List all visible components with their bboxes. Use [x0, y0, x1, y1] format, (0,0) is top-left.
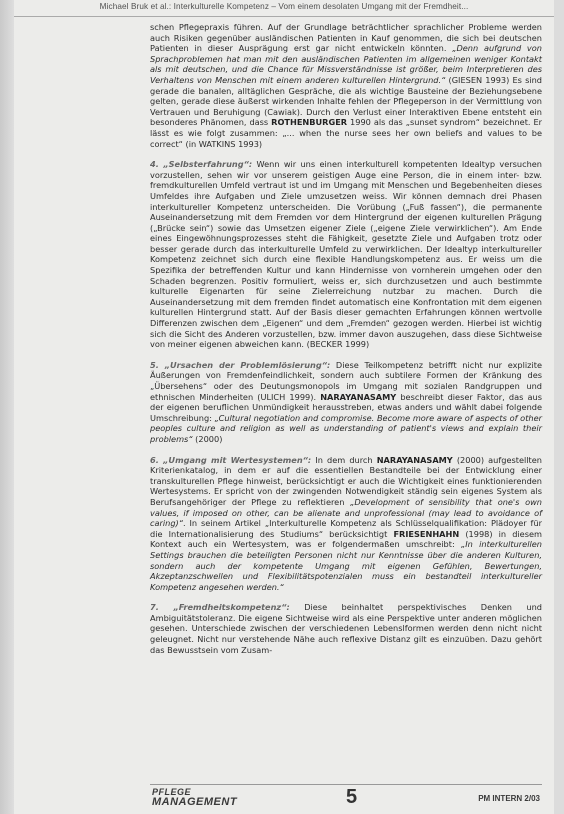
author-name: NARAYANASAMY: [376, 454, 453, 465]
scan-edge: [0, 0, 14, 814]
paragraph-selbsterfahrung: 4. „Selbsterfahrung“: Wenn wir uns einen interkulturell kompetenten Idealtyp versuchen vorzustellen, sehen wir vor unserem geistigen Auge eine Person, die in einem inter- bzw. fremdkulturellen Umfeld vertraut ist und im Umgang mit Menschen und Begebenheiten dieses Umfeldes ihre Aufgaben und Ziele umzusetzen weiss. Wir können demnach drei Phasen interkultureller Kompetenz unterscheiden. Die Vorübung („Fuß fassen“), die permanente Auseinandersetzung mit dem Fremden vor dem Hintergrund der eigenen kulturellen Prägung („Brücke sein“) sowie das Umsetzen eigener Ziele („eigene Ziele verwirklichen“). Am Ende eines Eingewöhnungsprozesses steht die Fähigkeit, gesetzte Ziele und Aufgaben trotz oder besser gerade durch das interkulturelle Umfeld zu verwirklichen. Der Idealtyp interkultureller Kompetenz zeichnet sich durch eine flexible Handlungskompetenz aus. Er weiss um die Spezifika der betreffenden Kultur und kann Hindernisse von vornherein umgehen oder den Schaden begrenzen. Positiv formuliert, weiss er, sich durchzusetzen und auch bestimmte kulturelle Eigenarten für seine Zielerreichung nutzbar zu machen. Durch die Auseinandersetzung mit dem fremden findet automatisch eine Konfrontation mit dem eigenen kulturellen Hintergrund statt. Auf der Basis dieser gemachten Erfahrungen können wertvolle Differenzen zwischen dem „Eigenen“ und dem „Fremden“ gezogen werden. Hierbei ist wichtig sich die Sicht des Anderen vorzustellen, bzw. immer davon auszugehen, dass diese Sichtweise von meiner eigenen abweichen kann. (BECKER 1999): [150, 159, 542, 350]
footer-rule: [150, 784, 542, 785]
quote: „In interkulturellen Settings brauchen die beteiligten Personen nicht nur Kenntnisse über die anderen Kulturen, sondern auch der kompetente Umgang mit eigenen Gefühlen, Bewertungen, Akzeptanzschwellen und Flexibilitätspotenzialen muss ein bestandteil interkultureller Kompetenz angesehen werden.“: [150, 539, 542, 592]
section-heading: 6. „Umgang mit Wertesystemen“:: [150, 454, 312, 465]
running-header: Michael Bruk et al.: Interkulturelle Kompetenz – Vom einem desolaten Umgang mit der Fremdheit...: [14, 2, 554, 17]
page-number: 5: [346, 786, 358, 808]
section-heading: 4. „Selbsterfahrung“:: [150, 159, 253, 170]
author-name: FRIESENHAHN: [393, 528, 460, 539]
author-name: ROTHENBURGER: [271, 117, 348, 128]
section-heading: 5. „Ursachen der Problemlösierung“:: [150, 359, 331, 370]
magazine-logo: PFLEGE MANAGEMENT: [152, 787, 238, 808]
paragraph-fremdheitskompetenz: 7. „Fremdheitskompetenz“: Diese beinhaltet perspektivisches Denken und Ambiguitätstoleranz. Die eigene Sichtweise wird als eine Perspektive unter anderen möglichen gesehen. Unterschiede zwischen der verschiedenen Lebenslformen werden denn nicht nicht geleugnet. Nicht nur verstehende Nähe auch reflexive Distanz gilt es einzuüben. Dazu gehört das Bewusstsein vom Zusam-: [150, 602, 542, 655]
section-heading: 7. „Fremdheitskompetenz“:: [150, 602, 290, 613]
quote: „Development of sensibility that one's own values, if imposed on other, can be alienate and unprofessional (may lead to avoidance of caring)“: [150, 496, 542, 529]
paragraph-intro: schen Pflegepraxis führen. Auf der Grundlage beträchtlicher sprachlicher Probleme werden auch Risiken gegenüber ausländischen Patienten in Kauf genommen, die sich bei deutschen Patienten in dieser Ausprägung erst gar nicht entwickeln könnten. „Denn aufgrund von Sprachproblemen hat man mit den ausländischen Patienten im allgemeinen weniger Kontakt als mit deutschen, und die Chance für Missverständnisse ist größer, beim Interpretieren des Verhaltens von Menschen mit einem anderen kulturellen Hintergrund.“ (GIESEN 1993) Es sind gerade die banalen, alltäglichen Gespräche, die als wichtige Bausteine der Beziehungsebene gelten, gerade diese äußerst wirkenden Inhalte fehlen der Pflegeperson in der Vermittlung von Vertrauen und Beruhigung (Cawiak). Durch den Verlust einer Interaktiven Ebene entsteht ein besonderes Phänomen, dass ROTHENBURGER 1990 als das „sunset syndrom“ bezeichnet. Er lässt es wie folgt zusammen: „... when the nurse sees her own beliefs and values to be correct“ (in WATKINS 1993): [150, 22, 542, 149]
paragraph-wertesysteme: 6. „Umgang mit Wertesystemen“: In dem durch NARAYANASAMY (2000) aufgestellten Kriterienkatalog, in dem er auf die essentiellen Bestandteile bei der Entwicklung einer transkulturellen Pflege hinweist, berücksichtigt er auch die Wichtigkeit eines funktionierenden Wertesystems. Er spricht von der zwingenden Notwendigkeit ständig sein eigenes System als Berufsangehöriger der Pflege zu reflektieren „Development of sensibility that one's own values, if imposed on other, can be alienate and unprofessional (may lead to avoidance of caring)“. In seinem Artikel „Interkulturelle Kompetenz als Schlüsselqualifikation: Plädoyer für die Internationalisierung des Studiums“ berücksichtigt FRIESENHAHN (1998) in diesem Kontext auch ein Wertesystem, was er folgendermaßen umschreibt: „In interkulturellen Settings brauchen die beteiligten Personen nicht nur Kenntnisse über die anderen Kulturen, sondern auch der kompetente Umgang mit eigenen Gefühlen, Bewertungen, Akzeptanzschwellen und Flexibilitätspotenzialen muss ein bestandteil interkultureller Kompetenz angesehen werden.“: [150, 454, 543, 592]
article-body: [150, 22, 542, 665]
quote: „Cultural negotiation and compromise. Become more aware of aspects of other peoples culture and religion as well as understanding of patient's views and explain their problems“: [150, 412, 542, 444]
document-page: [14, 0, 554, 814]
author-name: NARAYANASAMY: [320, 391, 397, 402]
issue-label: PM INTERN 2/03: [478, 794, 540, 803]
quote: „Denn aufgrund von Sprachproblemen hat man mit den ausländischen Patienten im allgemeinen weniger Kontakt als mit deutschen, und die Chance für Missverständnisse ist größer, beim Interpretieren des Verhaltens von Menschen mit einem anderen kulturellen Hintergrund.“: [150, 43, 542, 85]
paragraph-problemloesierung: 5. „Ursachen der Problemlösierung“: Diese Teilkompetenz betrifft nicht nur explizite Äußerungen von Fremdenfeindlichkeit, sondern auch subtilere Formen der Kränkung des „Übersehens“ oder des Deutungsmonopols im Umgang mit sozialen Randgruppen und ethnischen Minderheiten (ULICH 1999). NARAYANASAMY beschreibt dieser Faktor, das aus der eigenen beruflichen Unmündigkeit herausstreben, etwas anders und wählt dabei folgende Umschreibung: „Cultural negotiation and compromise. Become more aware of aspects of other peoples culture and religion as well as understanding of patient's views and explain their problems“ (2000): [150, 359, 542, 444]
page-footer: [150, 784, 542, 810]
